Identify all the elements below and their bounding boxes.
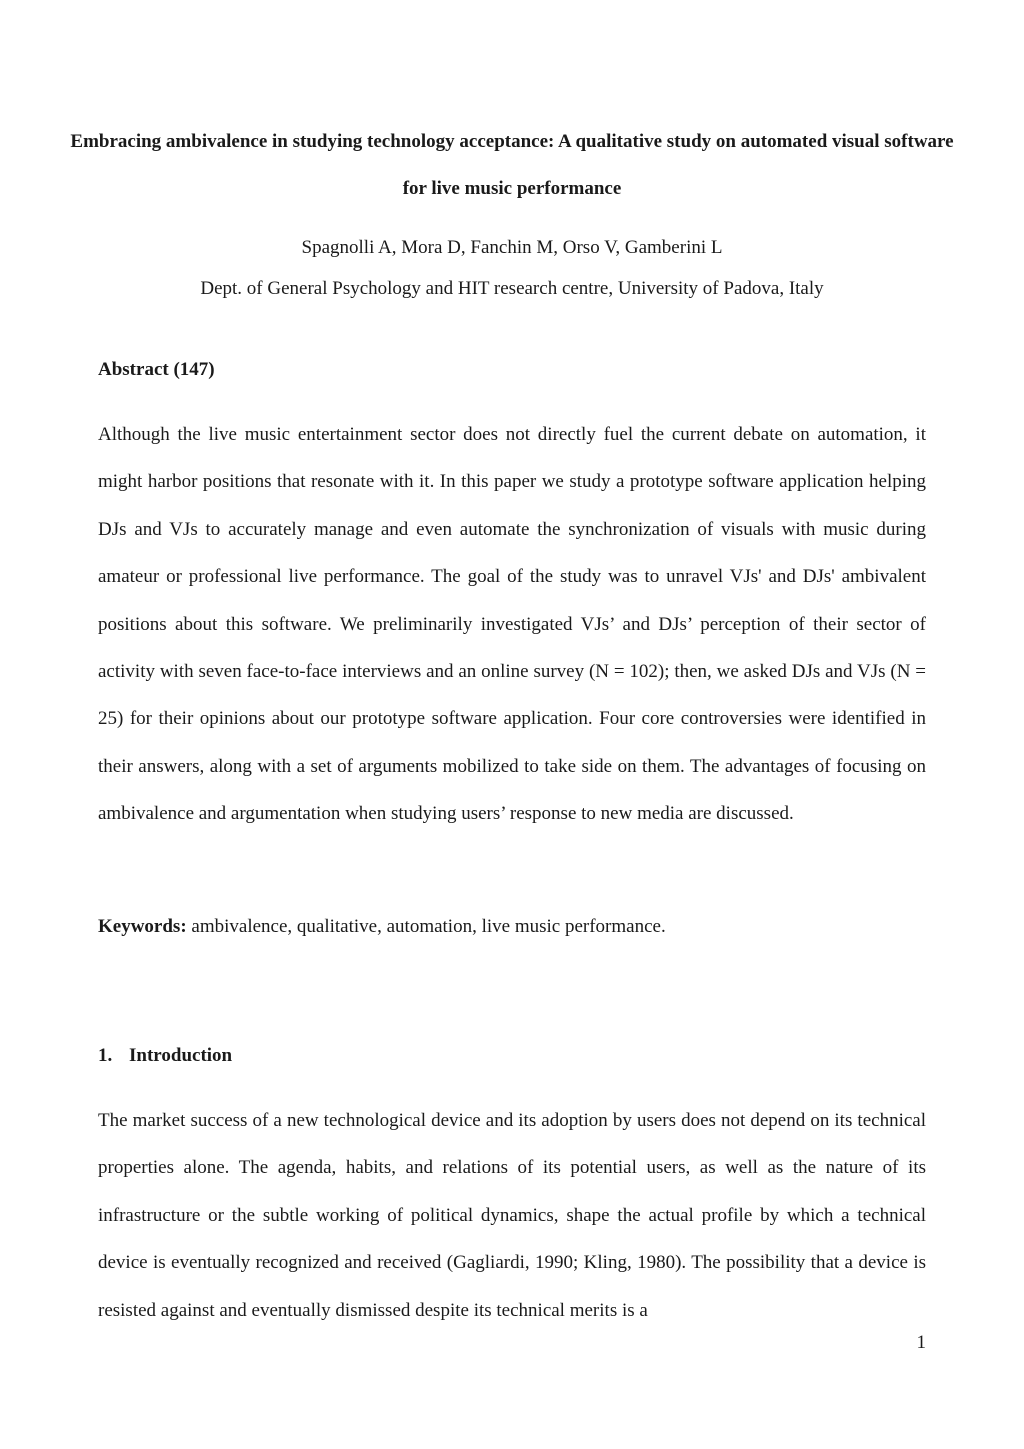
paper-title: Embracing ambivalence in studying technology acceptance: A qualitative study on automated visual software for live music performance	[70, 131, 954, 199]
abstract-heading: Abstract (147)	[98, 359, 215, 380]
section-title: Introduction	[129, 1045, 233, 1066]
section-number: 1.	[98, 1045, 113, 1066]
author-list: Spagnolli A, Mora D, Fanchin M, Orso V, Gamberini L	[301, 237, 723, 258]
keywords-label: Keywords:	[98, 916, 187, 937]
keywords-text: ambivalence, qualitative, automation, live music performance.	[191, 916, 666, 937]
abstract-text: Although the live music entertainment sector does not directly fuel the current debate on automation, it might harbor positions that resonate with it. In this paper we study a prototype software application helping DJs and VJs to accurately manage and even automate the synchronization of visuals with music during amateur or professional live performance. The goal of the study was to unravel VJs' and DJs' ambivalent positions about this software. We preliminarily investigated VJs’ and DJs’ perception of their sector of activity with seven face-to-face interviews and an online survey (N = 102); then, we asked DJs and VJs (N = 25) for their opinions about our prototype software application. Four core controversies were identified in their answers, along with a set of arguments mobilized to take side on them. The advantages of focusing on ambivalence and argumentation when studying users’ response to new media are discussed.	[98, 424, 926, 825]
keywords-line	[98, 913, 926, 941]
page-number: 1	[916, 1332, 926, 1353]
introduction-heading	[98, 1042, 232, 1070]
introduction-text: The market success of a new technological device and its adoption by users does not depend on its technical properties alone. The agenda, habits, and relations of its potential users, as well as the nature of its infrastructure or the subtle working of political dynamics, shape the actual profile by which a technical device is eventually recognized and received (Gagliardi, 1990; Kling, 1980). The possibility that a device is resisted against and eventually dismissed despite its technical merits is a	[98, 1110, 926, 1321]
affiliation: Dept. of General Psychology and HIT research centre, University of Padova, Italy	[200, 278, 824, 299]
